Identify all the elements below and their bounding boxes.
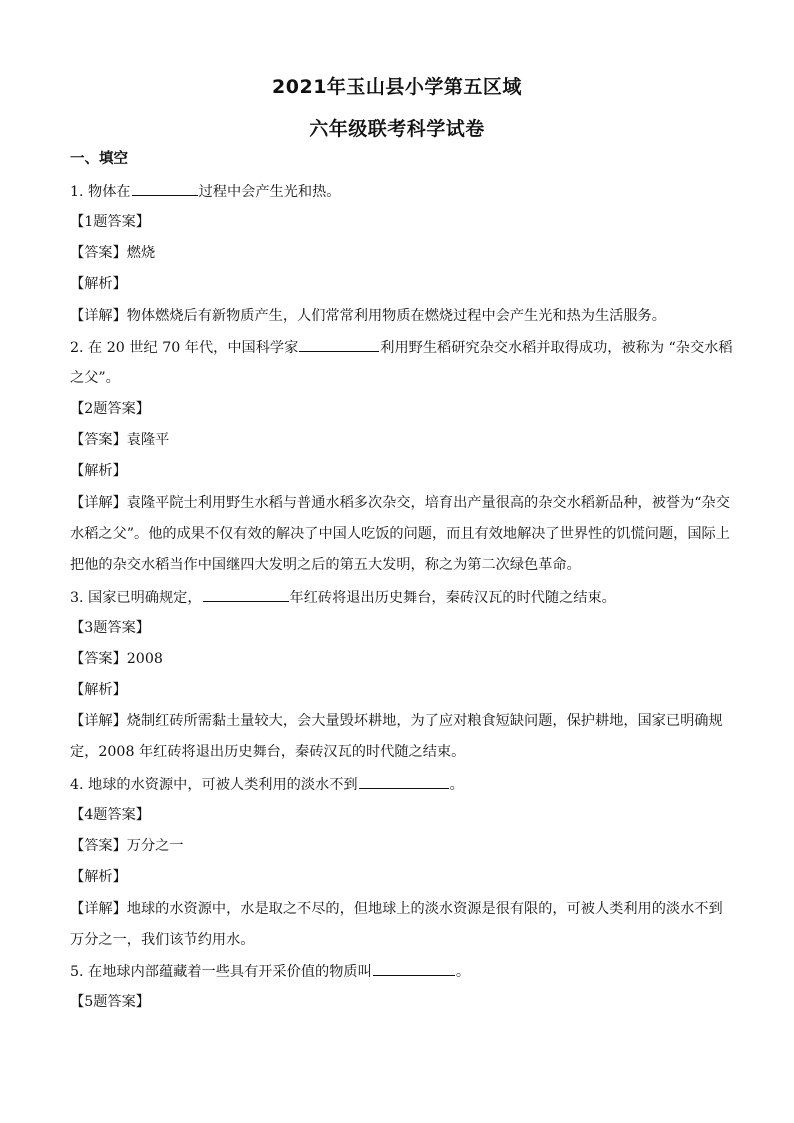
- answer-value: 2008: [126, 651, 163, 667]
- question-text-post: 。: [455, 964, 471, 980]
- detail-2-line2: 水稻之父”。他的成果不仅有效的解决了中国人吃饭的问题，而且有效地解决了世界性的饥慌问题，国际上: [70, 526, 730, 542]
- answer-2: [70, 430, 730, 450]
- question-text-post: 过程中会产生光和热。: [198, 184, 341, 200]
- analysis-label-4: 【解析】: [70, 869, 127, 885]
- question-2-continued: 之父”。: [70, 370, 120, 386]
- detail-text: 地球的水资源中，水是取之不尽的，但地球上的淡水资源是很有限的，可被人类利用的淡水不到: [126, 901, 723, 917]
- answer-4: [70, 836, 730, 856]
- question-text-post: 年红砖将退出历史舞台，秦砖汉瓦的时代随之结束。: [289, 590, 616, 606]
- answer-blank: [359, 774, 449, 789]
- detail-tag: 【详解】: [70, 713, 127, 729]
- answer-header-3: 【3题答案】: [70, 620, 150, 636]
- question-2: [70, 337, 733, 358]
- analysis-label-1: 【解析】: [70, 276, 127, 292]
- detail-3-line2: 定，2008 年红砖将退出历史舞台，秦砖汉瓦的时代随之结束。: [70, 744, 466, 760]
- exam-title-line1: 2021年玉山县小学第五区域: [272, 76, 522, 98]
- detail-1: [70, 306, 730, 326]
- answer-header-5: 【5题答案】: [70, 994, 150, 1010]
- section-heading: 一、填空: [70, 151, 128, 167]
- question-text-pre: 2. 在 20 世纪 70 年代，中国科学家: [70, 340, 299, 356]
- answer-value: 燃烧: [126, 245, 156, 261]
- detail-4-line2: 万分之一，我们该节约用水。: [70, 932, 255, 948]
- answer-header-1: 【1题答案】: [70, 214, 150, 230]
- answer-1: [70, 243, 730, 263]
- detail-2-line3: 把他的杂交水稻当作中国继四大发明之后的第五大发明，称之为第二次绿色革命。: [70, 557, 581, 573]
- question-text-pre: 3. 国家已明确规定，: [70, 590, 202, 606]
- analysis-label-2: 【解析】: [70, 463, 127, 479]
- question-text-pre: 4. 地球的水资源中，可被人类利用的淡水不到: [70, 777, 358, 793]
- analysis-label-3: 【解析】: [70, 682, 127, 698]
- detail-tag: 【详解】: [70, 901, 127, 917]
- exam-title-line2: 六年级联考科学试卷: [309, 118, 485, 140]
- answer-header-2: 【2题答案】: [70, 401, 150, 417]
- answer-tag: 【答案】: [70, 245, 127, 261]
- answer-header-4: 【4题答案】: [70, 807, 150, 823]
- question-text-post: 利用野生稻研究杂交水稻并取得成功，被称为 “杂交水稻: [380, 340, 733, 356]
- answer-value: 万分之一: [126, 838, 184, 854]
- answer-blank: [299, 337, 379, 352]
- answer-tag: 【答案】: [70, 838, 127, 854]
- detail-tag: 【详解】: [70, 308, 127, 324]
- answer-tag: 【答案】: [70, 432, 127, 448]
- question-text-post: 。: [449, 777, 464, 793]
- answer-value: 袁隆平: [126, 432, 170, 448]
- detail-tag: 【详解】: [70, 495, 127, 511]
- answer-3: [70, 649, 730, 669]
- question-text-pre: 1. 物体在: [70, 184, 131, 200]
- answer-tag: 【答案】: [70, 651, 127, 667]
- detail-text: 袁隆平院士利用野生水稻与普通水稻多次杂交，培育出产量很高的杂交水稻新品种，被誉为“杂交: [126, 495, 730, 511]
- question-3: [70, 587, 730, 608]
- detail-text: 物体燃烧后有新物质产生，人们常常利用物质在燃烧过程中会产生光和热为生活服务。: [126, 308, 666, 324]
- detail-3-line1: [70, 711, 730, 731]
- detail-2-line1: [70, 493, 730, 513]
- answer-blank: [373, 961, 455, 976]
- question-text-pre: 5. 在地球内部蕴藏着一些具有开采价值的物质叫: [70, 964, 372, 980]
- question-5: [70, 961, 730, 982]
- detail-text: 烧制红砖所需黏土量较大，会大量毁坏耕地，为了应对粮食短缺问题，保护耕地，国家已明确规: [126, 713, 723, 729]
- answer-blank: [132, 181, 198, 196]
- detail-4-line1: [70, 899, 730, 919]
- question-4: [70, 774, 730, 795]
- question-1: [70, 181, 730, 202]
- answer-blank: [203, 587, 289, 602]
